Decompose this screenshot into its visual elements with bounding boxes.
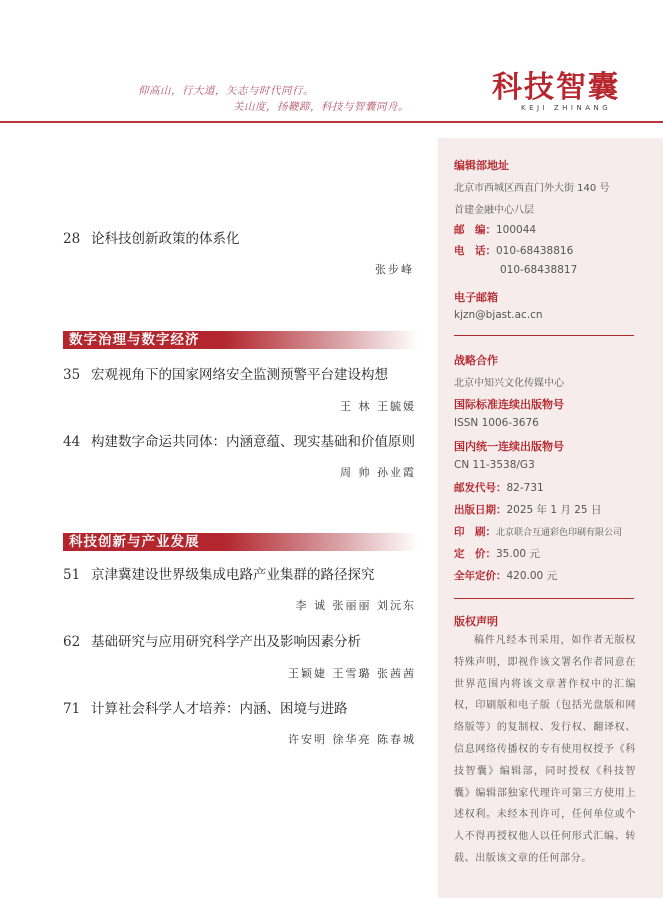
section-header-tech-innovation: 科技创新与产业发展 (63, 533, 418, 551)
toc-entry-authors: 张步峰 (375, 263, 414, 276)
logo-english: KEJI ZHINANG (521, 104, 612, 112)
postal-code-value: 82-731 (506, 482, 544, 494)
phone-row (454, 243, 573, 258)
article-title: 京津冀建设世界级集成电路产业集群的路径探究 (91, 567, 375, 583)
page-number: 35 (63, 367, 81, 383)
postal-code-row (454, 480, 544, 495)
slogan-line-1: 仰高山，行大道，矢志与时代同行。 (138, 85, 314, 97)
toc-entry-title[interactable] (63, 697, 348, 717)
phone-label: 电 话： (454, 245, 496, 257)
toc-entry-authors: 王颖婕 王雪璐 张茜茜 (288, 667, 416, 680)
printer-value: 北京联合互通彩色印刷有限公司 (496, 528, 623, 538)
address-line-2: 首建金融中心八层 (454, 205, 534, 216)
divider (454, 335, 634, 336)
partner-heading: 战略合作 (454, 354, 498, 367)
article-title: 计算社会科学人才培养：内涵、困境与进路 (91, 701, 348, 717)
issn-value: ISSN 1006-3676 (454, 417, 539, 429)
article-title: 基础研究与应用研究科学产出及影响因素分析 (91, 634, 361, 650)
phone-value-2: 010-68438817 (500, 264, 578, 276)
price-label: 定 价： (454, 548, 496, 560)
pub-date-row (454, 502, 601, 517)
pub-date-label: 出版日期： (454, 504, 507, 516)
annual-price-row (454, 568, 557, 583)
toc-entry-title[interactable] (63, 363, 388, 383)
pub-date-value: 2025 年 1 月 25 日 (506, 504, 602, 516)
annual-price-value: 420.00 元 (506, 570, 558, 582)
postcode-row (454, 222, 536, 237)
toc-entry-title[interactable] (63, 227, 240, 247)
phone-value-1: 010-68438816 (496, 245, 574, 257)
cn-value: CN 11-3538/G3 (454, 459, 535, 471)
logo-chinese: 科技智囊 (492, 70, 620, 105)
toc-entry-authors: 许安明 徐华亮 陈春城 (288, 733, 416, 746)
price-value: 35.00 元 (496, 548, 540, 560)
toc-entry-title[interactable] (63, 630, 361, 650)
annual-price-label: 全年定价： (454, 570, 507, 582)
article-title: 构建数字命运共同体：内涵意蕴、现实基础和价值原则 (91, 434, 415, 450)
page-number: 28 (63, 231, 81, 247)
postal-code-label: 邮发代号： (454, 482, 507, 494)
partner-value: 北京中知兴文化传媒中心 (454, 378, 564, 389)
toc-entry-authors: 王 林 王毓媛 (340, 400, 416, 413)
article-title: 宏观视角下的国家网络安全监测预警平台建设构想 (91, 367, 388, 383)
toc-entry-authors: 李 诚 张丽丽 刘沅东 (295, 599, 416, 612)
toc-entry-title[interactable] (63, 430, 415, 450)
printer-row (454, 524, 622, 539)
price-row (454, 546, 540, 561)
address-heading: 编辑部地址 (454, 159, 509, 172)
slogan-line-2: 关山度，扬鞭蹄，科技与智囊同舟。 (233, 101, 409, 113)
copyright-statement: 稿件凡经本刊采用，如作者无版权特殊声明，即视作该文署名作者同意在世界范围内将该文章著作权中的汇编权，印刷版和电子版（包括光盘版和网络版等）的复制权、发行权、翻译权、信息网络传播权的专有使用权授予《科技智囊》编辑部，同时授权《科技智囊》编辑部独家代理许可第三方使用上述权利。未经本刊许可，任何单位或个人不得再授权他人以任何形式汇编、转载、出版该文章的任何部分。 (454, 635, 636, 864)
toc-entry-title[interactable] (63, 563, 375, 583)
printer-label: 印 刷： (454, 526, 496, 538)
article-title: 论科技创新政策的体系化 (91, 231, 240, 247)
postcode-label: 邮 编： (454, 224, 496, 236)
issn-heading: 国际标准连续出版物号 (454, 398, 564, 411)
section-header-digital-governance: 数字治理与数字经济 (63, 331, 418, 349)
email-heading: 电子邮箱 (454, 291, 498, 304)
publication-info-sidebar (438, 138, 663, 898)
page-number: 62 (63, 634, 81, 650)
address-line-1: 北京市西城区西直门外大街 140 号 (454, 183, 610, 194)
page-number: 71 (63, 701, 81, 717)
page-number: 51 (63, 567, 81, 583)
cn-heading: 国内统一连续出版物号 (454, 440, 564, 453)
page-number: 44 (63, 434, 81, 450)
divider (454, 598, 634, 599)
toc-entry-authors: 周 帅 孙业霞 (340, 466, 416, 479)
email-value[interactable]: kjzn@bjast.ac.cn (454, 309, 543, 321)
postcode-value: 100044 (496, 224, 537, 236)
copyright-heading: 版权声明 (454, 615, 498, 628)
